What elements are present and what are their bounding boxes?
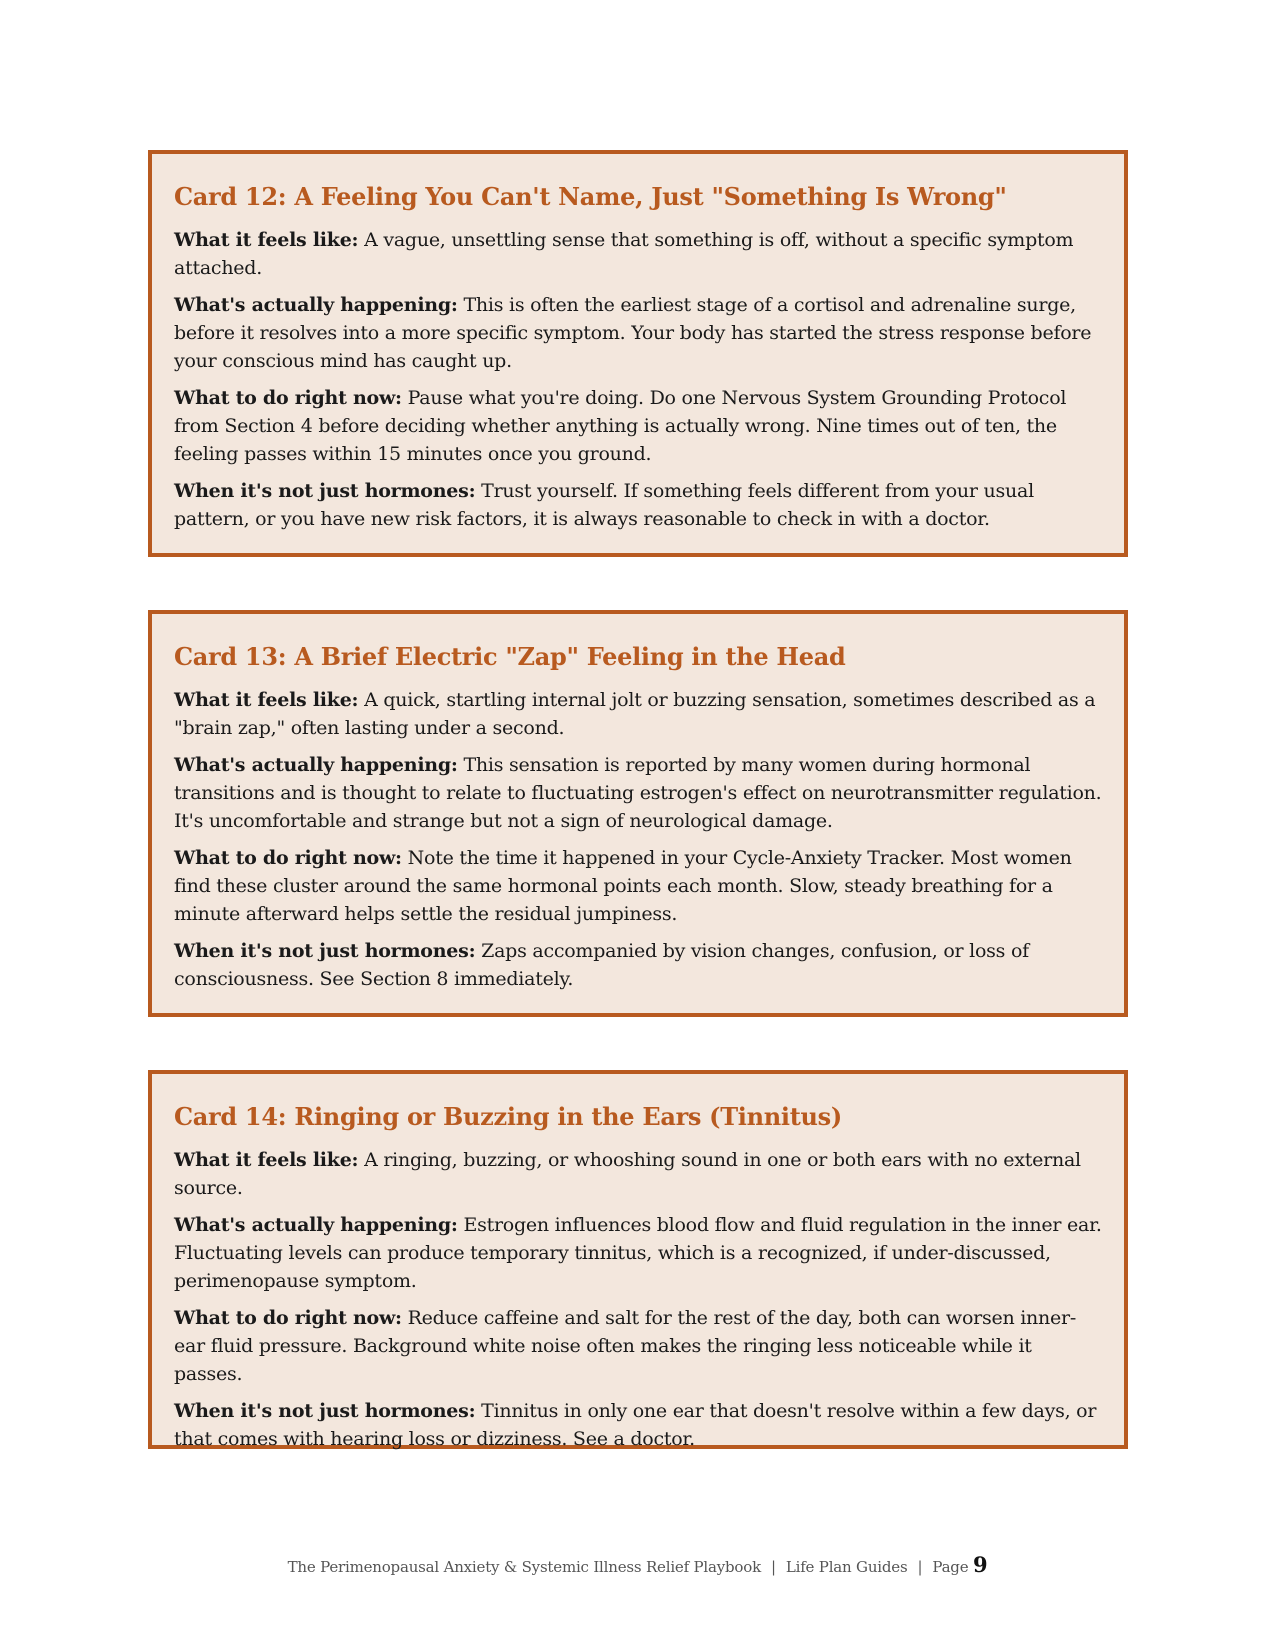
page-footer (0, 1552, 1275, 1577)
section-text: This is often the earliest stage of a cortisol and adrenaline surge, before it resolves into a more specific symptom. Your body has started the stress response before your conscious mind has caught up. (174, 294, 1092, 372)
section-label: What to do right now: (174, 387, 402, 409)
section-text: Note the time it happened in your Cycle-Anxiety Tracker. Most women find these cluster around the same hormonal points each month. Slow, steady breathing for a minute afterward helps settle the residual jumpiness. (174, 847, 1072, 925)
section-label: When it's not just hormones: (174, 1400, 476, 1422)
footer-publisher: Life Plan Guides (785, 1558, 908, 1576)
footer-book-title: The Perimenopausal Anxiety & Systemic Illness Relief Playbook (287, 1558, 761, 1576)
footer-separator: | (917, 1558, 923, 1576)
section-text: Estrogen influences blood flow and fluid regulation in the inner ear. Fluctuating levels can produce temporary tinnitus, which is a recognized, if under-discussed, perimenopause symptom. (174, 1214, 1102, 1292)
section-text: A ringing, buzzing, or whooshing sound in one or both ears with no external source. (174, 1149, 1081, 1199)
section-text: Pause what you're doing. Do one Nervous System Grounding Protocol from Section 4 before deciding whether anything is actually wrong. Nine times out of ten, the feeling passes within 15 minutes once you ground. (174, 387, 1067, 465)
card-section-not-hormones (174, 477, 1102, 533)
card-title: Card 12: A Feeling You Can't Name, Just "Something Is Wrong" (174, 182, 1007, 211)
card-title: Card 13: A Brief Electric "Zap" Feeling in the Head (174, 642, 846, 671)
card-section-happening (174, 1211, 1102, 1295)
section-text: Trust yourself. If something feels different from your usual pattern, or you have new risk factors, it is always reasonable to check in with a doctor. (174, 480, 1034, 530)
section-label: What to do right now: (174, 847, 402, 869)
card-section-do-now (174, 844, 1102, 928)
section-label: When it's not just hormones: (174, 940, 476, 962)
section-text: This sensation is reported by many women during hormonal transitions and is thought to relate to fluctuating estrogen's effect on neurotransmitter regulation. It's uncomfortable and strange but not a sign of neurological damage. (174, 754, 1102, 832)
card-section-happening (174, 751, 1102, 835)
card-section-not-hormones (174, 937, 1102, 993)
section-text: Reduce caffeine and salt for the rest of the day, both can worsen inner-ear fluid pressure. Background white noise often makes the ringing less noticeable while it passes. (174, 1307, 1077, 1385)
symptom-card (148, 1070, 1128, 1449)
section-label: What it feels like: (174, 1149, 359, 1171)
card-section-feels-like (174, 226, 1102, 282)
section-text: A quick, startling internal jolt or buzzing sensation, sometimes described as a "brain zap," often lasting under a second. (174, 689, 1096, 739)
card-section-do-now (174, 1304, 1102, 1388)
section-label: What it feels like: (174, 229, 359, 251)
section-text: Zaps accompanied by vision changes, confusion, or loss of consciousness. See Section 8 immediately. (174, 940, 1029, 990)
section-label: What's actually happening: (174, 1214, 458, 1236)
section-label: What's actually happening: (174, 754, 458, 776)
card-section-feels-like (174, 686, 1102, 742)
section-label: What to do right now: (174, 1307, 402, 1329)
card-title: Card 14: Ringing or Buzzing in the Ears (Tinnitus) (174, 1102, 842, 1131)
card-section-do-now (174, 384, 1102, 468)
symptom-card (148, 150, 1128, 557)
card-section-feels-like (174, 1146, 1102, 1202)
section-label: What it feels like: (174, 689, 359, 711)
footer-separator: | (770, 1558, 776, 1576)
section-label: When it's not just hormones: (174, 480, 476, 502)
section-label: What's actually happening: (174, 294, 458, 316)
card-section-happening (174, 291, 1102, 375)
page-number: 9 (972, 1552, 988, 1577)
card-section-not-hormones (174, 1397, 1102, 1453)
section-text: Tinnitus in only one ear that doesn't resolve within a few days, or that comes with hearing loss or dizziness. See a doctor. (174, 1400, 1097, 1450)
section-text: A vague, unsettling sense that something is off, without a specific symptom attached. (174, 229, 1074, 279)
footer-page-label: Page (932, 1558, 969, 1576)
symptom-card (148, 610, 1128, 1017)
